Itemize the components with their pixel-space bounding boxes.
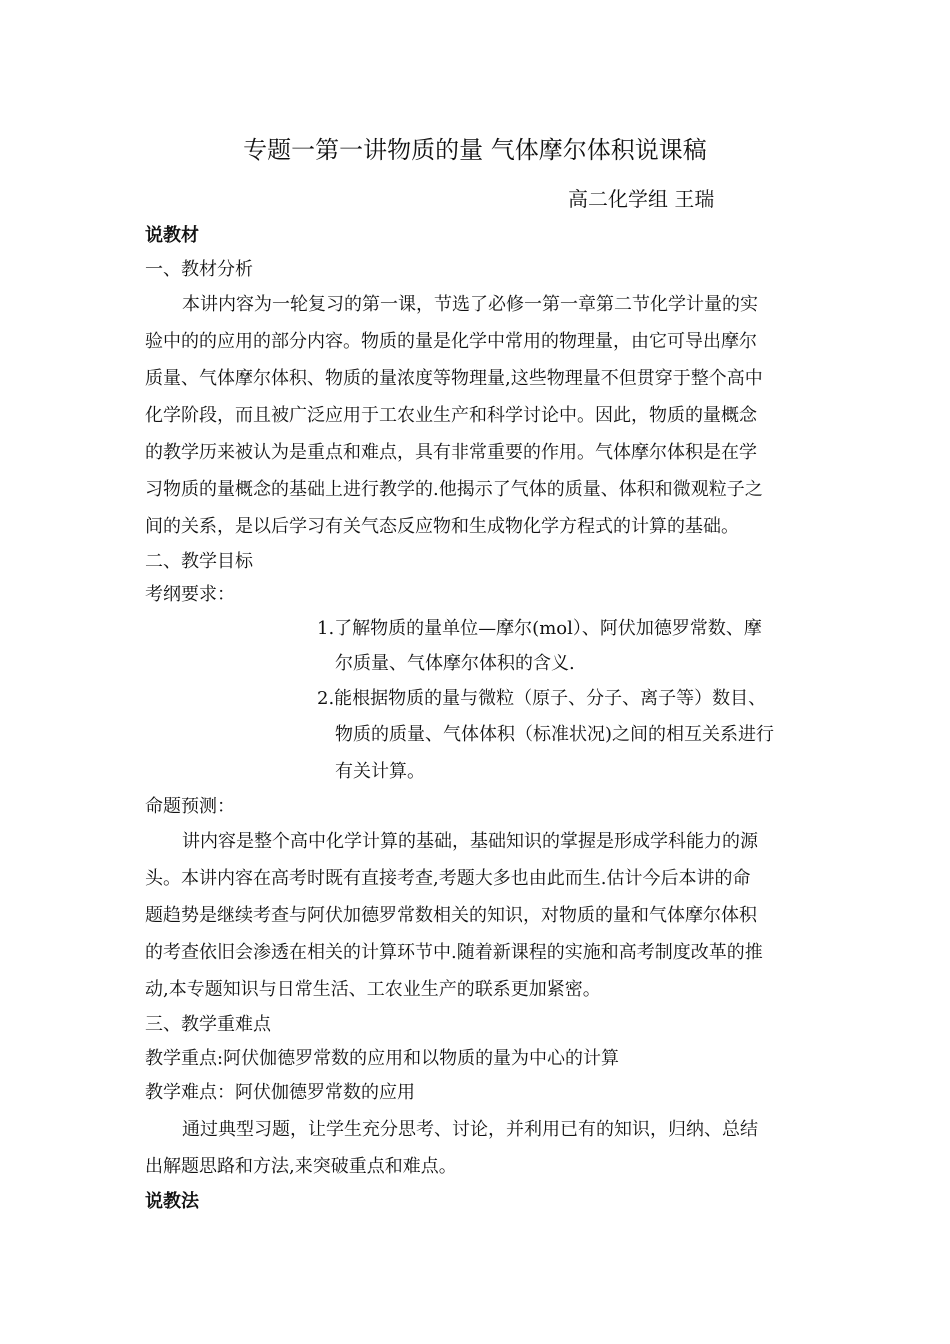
paragraph-line: 习物质的量概念的基础上进行教学的.他揭示了气体的质量、体积和微观粒子之 <box>145 479 763 500</box>
list-item-line: 尔质量、气体摩尔体积的含义. <box>335 653 575 674</box>
subheading-zhongnandian: 三、教学重难点 <box>145 1014 271 1035</box>
paragraph-line: 化学阶段，而且被广泛应用于工农业生产和科学讨论中。因此，物质的量概念 <box>145 405 757 426</box>
section-heading-shuo-jiaofa: 说教法 <box>145 1191 199 1212</box>
paragraph-line: 的教学历来被认为是重点和难点，具有非常重要的作用。气体摩尔体积是在学 <box>145 442 757 463</box>
section-heading-shuo-jiaocai: 说教材 <box>145 225 199 246</box>
subheading-jiaocai-fenxi: 一、教材分析 <box>145 259 253 280</box>
paragraph-line: 题趋势是继续考查与阿伏加德罗常数相关的知识，对物质的量和气体摩尔体积 <box>145 905 757 926</box>
paragraph-line: 出解题思路和方法,来突破重点和难点。 <box>145 1156 457 1177</box>
author-line: 高二化学组 王瑞 <box>568 187 715 211</box>
paragraph-line: 间的关系，是以后学习有关气态反应物和生成物化学方程式的计算的基础。 <box>145 516 739 537</box>
paragraph-line: 的考查依旧会渗透在相关的计算环节中.随着新课程的实施和高考制度改革的推 <box>145 942 763 963</box>
paragraph-line: 动,本专题知识与日常生活、工农业生产的联系更加紧密。 <box>145 979 601 1000</box>
paragraph-line: 本讲内容为一轮复习的第一课，节选了必修一第一章第二节化学计量的实 <box>182 294 758 315</box>
label-kaogang: 考纲要求： <box>145 584 235 605</box>
label-yuce: 命题预测： <box>145 796 235 817</box>
paragraph-line: 质量、气体摩尔体积、物质的量浓度等物理量,这些物理量不但贯穿于整个高中 <box>145 368 763 389</box>
page-title: 专题一第一讲物质的量 气体摩尔体积说课稿 <box>243 136 707 164</box>
list-item-line: 1.了解物质的量单位—摩尔(mol）、阿伏加德罗常数、摩 <box>317 618 762 639</box>
difficult-point-line: 教学难点：阿伏伽德罗常数的应用 <box>145 1082 415 1103</box>
paragraph-line: 验中的的应用的部分内容。物质的量是化学中常用的物理量，由它可导出摩尔 <box>145 331 757 352</box>
paragraph-line: 头。本讲内容在高考时既有直接考查,考题大多也由此而生.估计今后本讲的命 <box>145 868 751 889</box>
list-item-line: 2.能根据物质的量与微粒（原子、分子、离子等）数目、 <box>317 688 767 709</box>
list-item-line: 物质的质量、气体体积（标准状况)之间的相互关系进行 <box>335 724 775 745</box>
list-item-line: 有关计算。 <box>335 761 425 782</box>
paragraph-line: 讲内容是整个高中化学计算的基础，基础知识的掌握是形成学科能力的源 <box>182 831 758 852</box>
subheading-jiaoxue-mubiao: 二、教学目标 <box>145 551 253 572</box>
paragraph-line: 通过典型习题，让学生充分思考、讨论，并利用已有的知识，归纳、总结 <box>182 1119 758 1140</box>
key-point-line: 教学重点:阿伏伽德罗常数的应用和以物质的量为中心的计算 <box>145 1048 620 1069</box>
